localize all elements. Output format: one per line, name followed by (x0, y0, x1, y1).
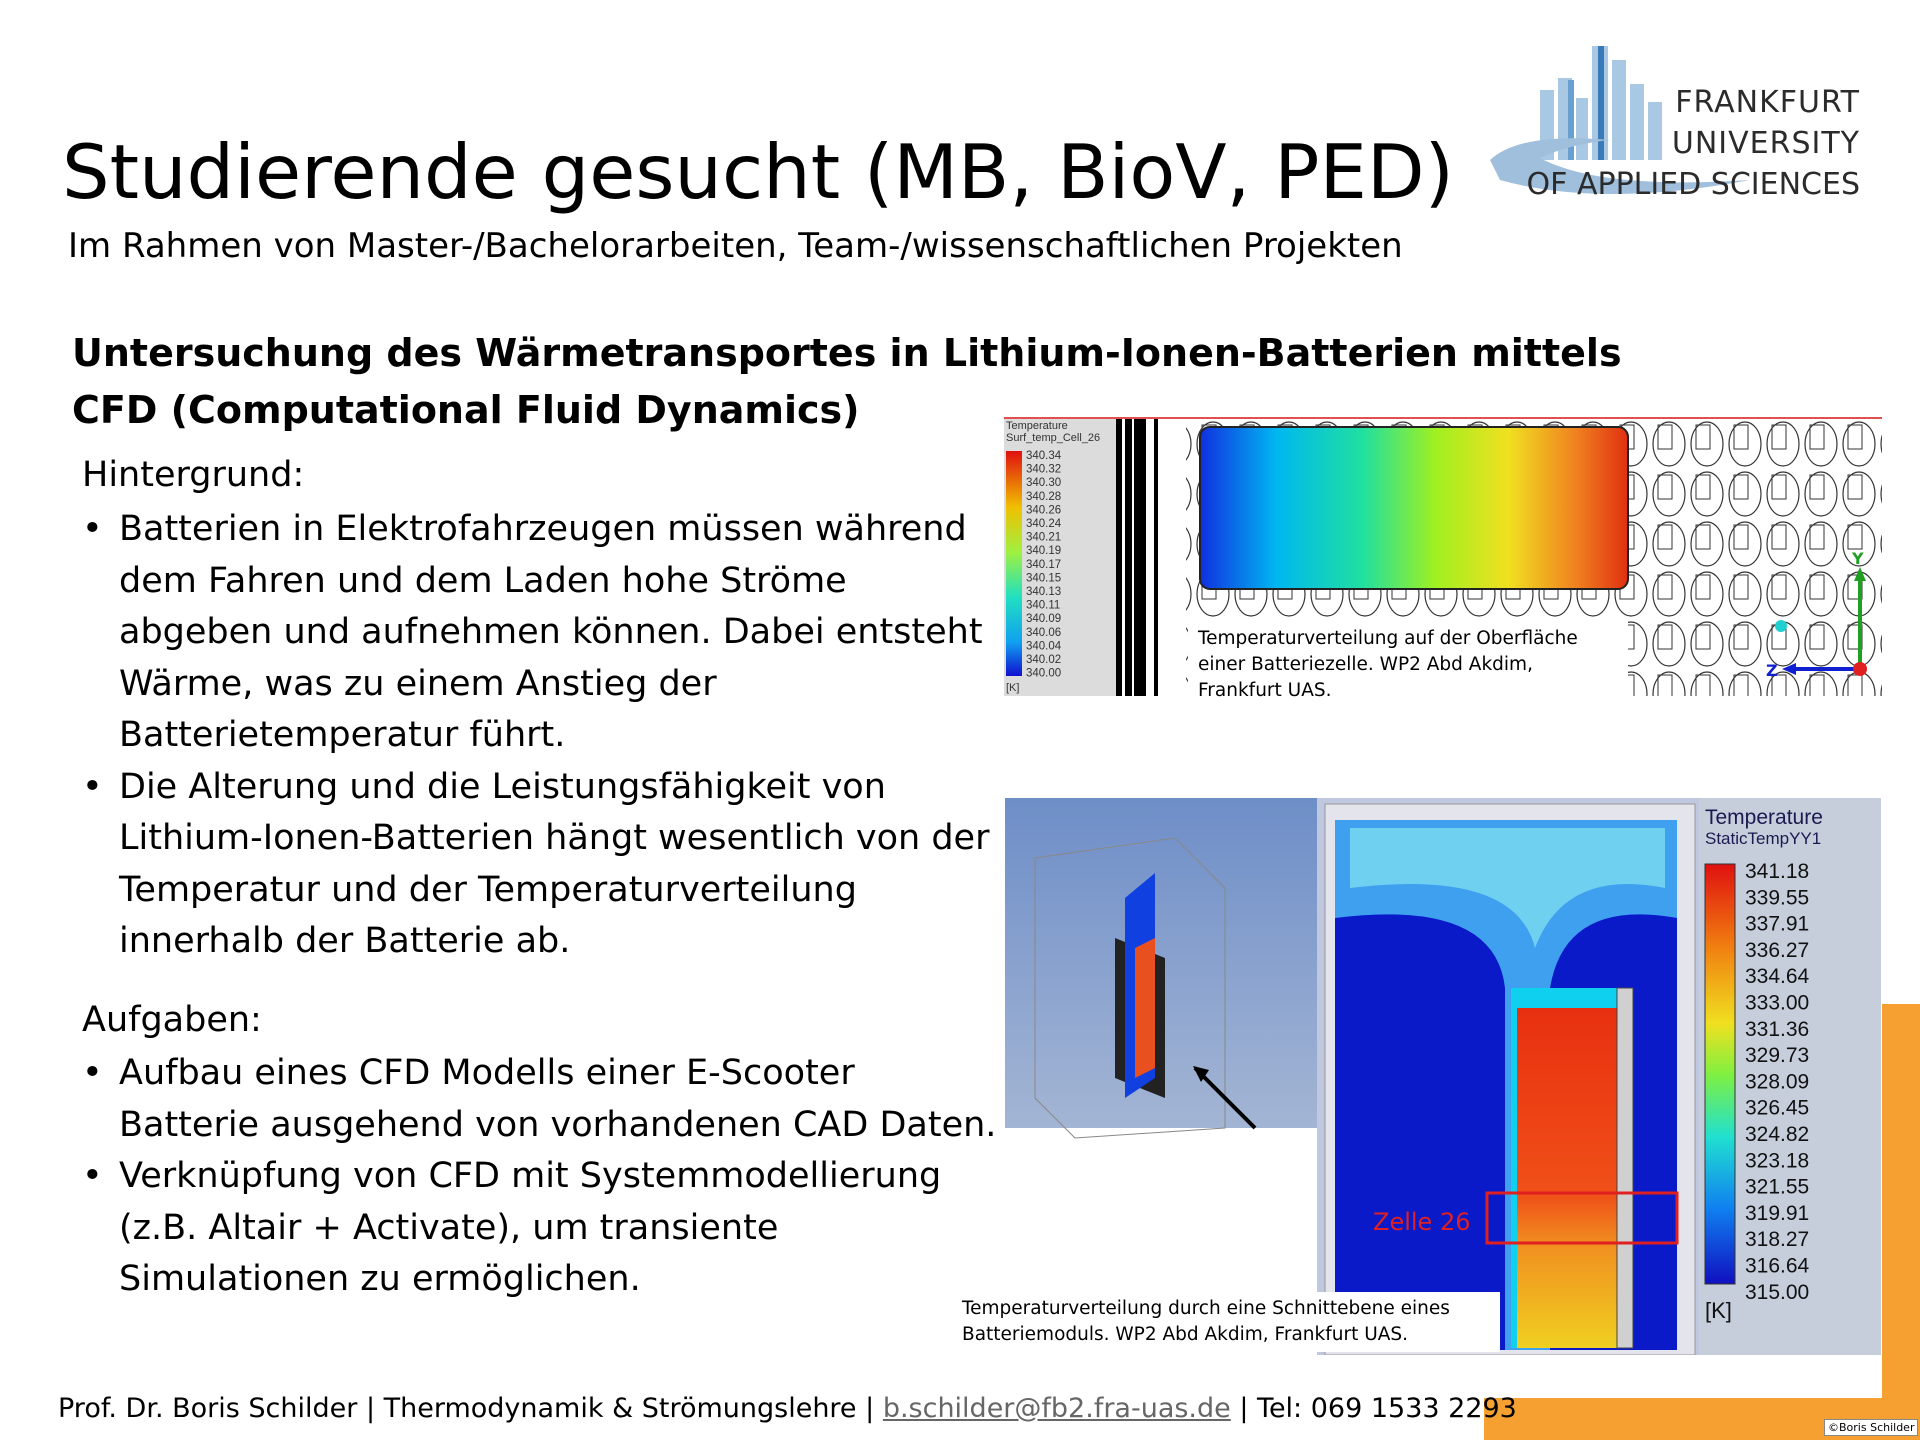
logo-text-line2: UNIVERSITY (1671, 126, 1860, 161)
legend-tick-label: 333.00 (1745, 991, 1810, 1015)
legend-tick-label: 340.26 (1026, 504, 1062, 517)
legend-tick-label: 340.00 (1026, 667, 1062, 680)
tasks-label: Aufgaben: (82, 1000, 262, 1040)
fig2-legend-unit: [K] (1705, 1298, 1732, 1323)
legend-tick-label: 340.06 (1026, 626, 1062, 639)
page-title: Studierende gesucht (MB, BioV, PED) (62, 128, 1454, 216)
legend-tick-label: 340.34 (1026, 450, 1062, 462)
legend-tick-label: 323.18 (1745, 1149, 1810, 1173)
legend-tick-label: 340.02 (1026, 654, 1062, 666)
legend-tick-label: 340.13 (1026, 586, 1062, 598)
legend-tick-label: 340.32 (1026, 463, 1062, 476)
legend-tick-label: 341.18 (1745, 860, 1810, 883)
figure1-caption: Temperaturverteilung auf der Oberfläche einer Batteriezelle. WP2 Abd Akdim, Frankfurt UAS. (1188, 620, 1628, 710)
legend-tick-label: 319.91 (1745, 1201, 1810, 1225)
legend-tick-label: 340.17 (1026, 558, 1062, 571)
legend-tick-label: 339.55 (1745, 886, 1810, 910)
legend-tick-label: 340.28 (1026, 490, 1062, 503)
legend-tick-label: 316.64 (1745, 1254, 1810, 1278)
footer-prefix: Prof. Dr. Boris Schilder | Thermodynamik & Strömungslehre | (58, 1393, 883, 1424)
legend-tick-label: 340.09 (1026, 613, 1062, 626)
legend-tick-label: 340.11 (1026, 599, 1061, 612)
logo-text-line3: OF APPLIED SCIENCES (1526, 167, 1860, 202)
fig1-legend-title: Temperature (1006, 420, 1068, 432)
legend-tick-label: 321.55 (1745, 1175, 1810, 1199)
legend-tick-label: 324.82 (1745, 1123, 1810, 1146)
list-item: • Batterien in Elektrofahrzeugen müssen während dem Fahren und dem Laden hohe Ströme abgeben und aufnehmen können. Dabei entsteht Wärme, was zu einem Anstieg der Batterietemperatur führt. (82, 504, 1002, 762)
legend-tick-label: 336.27 (1745, 938, 1810, 962)
background-label: Hintergrund: (82, 455, 305, 495)
legend-tick-label: 331.36 (1745, 1017, 1810, 1041)
fig1-legend-unit: [K] (1006, 682, 1020, 694)
copyright-note: ©Boris Schilder (1824, 1419, 1918, 1436)
accent-bar-vertical (1882, 1004, 1920, 1440)
footer-suffix: | Tel: 069 1533 2293 (1230, 1393, 1517, 1424)
legend-tick-label: 340.21 (1026, 531, 1062, 544)
tasks-list (82, 1048, 1002, 1306)
figure2-caption: Temperaturverteilung durch eine Schnittebene eines Batteriemoduls. WP2 Abd Akdim, Frankfurt UAS. (952, 1292, 1500, 1352)
fig2-legend-title: Temperature (1705, 806, 1823, 829)
legend-tick-label: 340.15 (1026, 572, 1062, 585)
email-link[interactable]: b.schilder@fb2.fra-uas.de (882, 1393, 1231, 1424)
logo-text-line1: FRANKFURT (1675, 85, 1860, 120)
legend-tick-label: 340.30 (1026, 477, 1062, 490)
legend-tick-label: 318.27 (1745, 1228, 1810, 1252)
list-item: • Die Alterung und die Leistungsfähigkeit von Lithium-Ionen-Batterien hängt wesentlich von der Temperatur und der Temperaturverteilung innerhalb der Batterie ab. (82, 762, 1002, 968)
list-item: • Aufbau eines CFD Modells einer E-Scooter Batterie ausgehend von vorhandenen CAD Daten. (82, 1048, 1002, 1151)
legend-tick-label: 340.04 (1026, 640, 1062, 653)
legend-tick-label: 328.09 (1745, 1070, 1810, 1094)
page-subtitle: Im Rahmen von Master-/Bachelorarbeiten, Team-/wissenschaftlichen Projekten (68, 226, 1403, 266)
legend-tick-label: 340.19 (1026, 545, 1062, 558)
cell-26-label: Zelle 26 (1373, 1208, 1471, 1236)
fig2-colorbar (1705, 864, 1735, 1284)
fig1-axis-z-label: Z (1766, 661, 1778, 680)
fig1-axis-y-label: Y (1852, 549, 1864, 568)
figure-module-cross-section (1005, 798, 1881, 1355)
topic-heading: Untersuchung des Wärmetransportes in Lithium-Ionen-Batterien mittels CFD (Computational Fluid Dynamics) (72, 331, 1622, 432)
fig1-colorbar (1006, 451, 1022, 676)
list-item: • Verknüpfung von CFD mit Systemmodellierung (z.B. Altair + Activate), um transiente Simulationen zu ermöglichen. (82, 1151, 1002, 1306)
legend-tick-label: 326.45 (1745, 1096, 1810, 1120)
legend-tick-label: 329.73 (1745, 1044, 1810, 1068)
legend-tick-label: 340.24 (1026, 518, 1062, 530)
module-simulation-image (1005, 798, 1881, 1355)
legend-tick-label: 334.64 (1745, 965, 1810, 989)
background-list (82, 504, 1002, 968)
fig2-legend-subtitle: StaticTempYY1 (1705, 829, 1822, 848)
legend-tick-label: 337.91 (1745, 912, 1810, 936)
legend-tick-label: 315.00 (1745, 1280, 1810, 1304)
fig1-legend-subtitle: Surf_temp_Cell_26 (1006, 432, 1101, 444)
footer (58, 1393, 1517, 1424)
university-logo (1480, 40, 1860, 210)
